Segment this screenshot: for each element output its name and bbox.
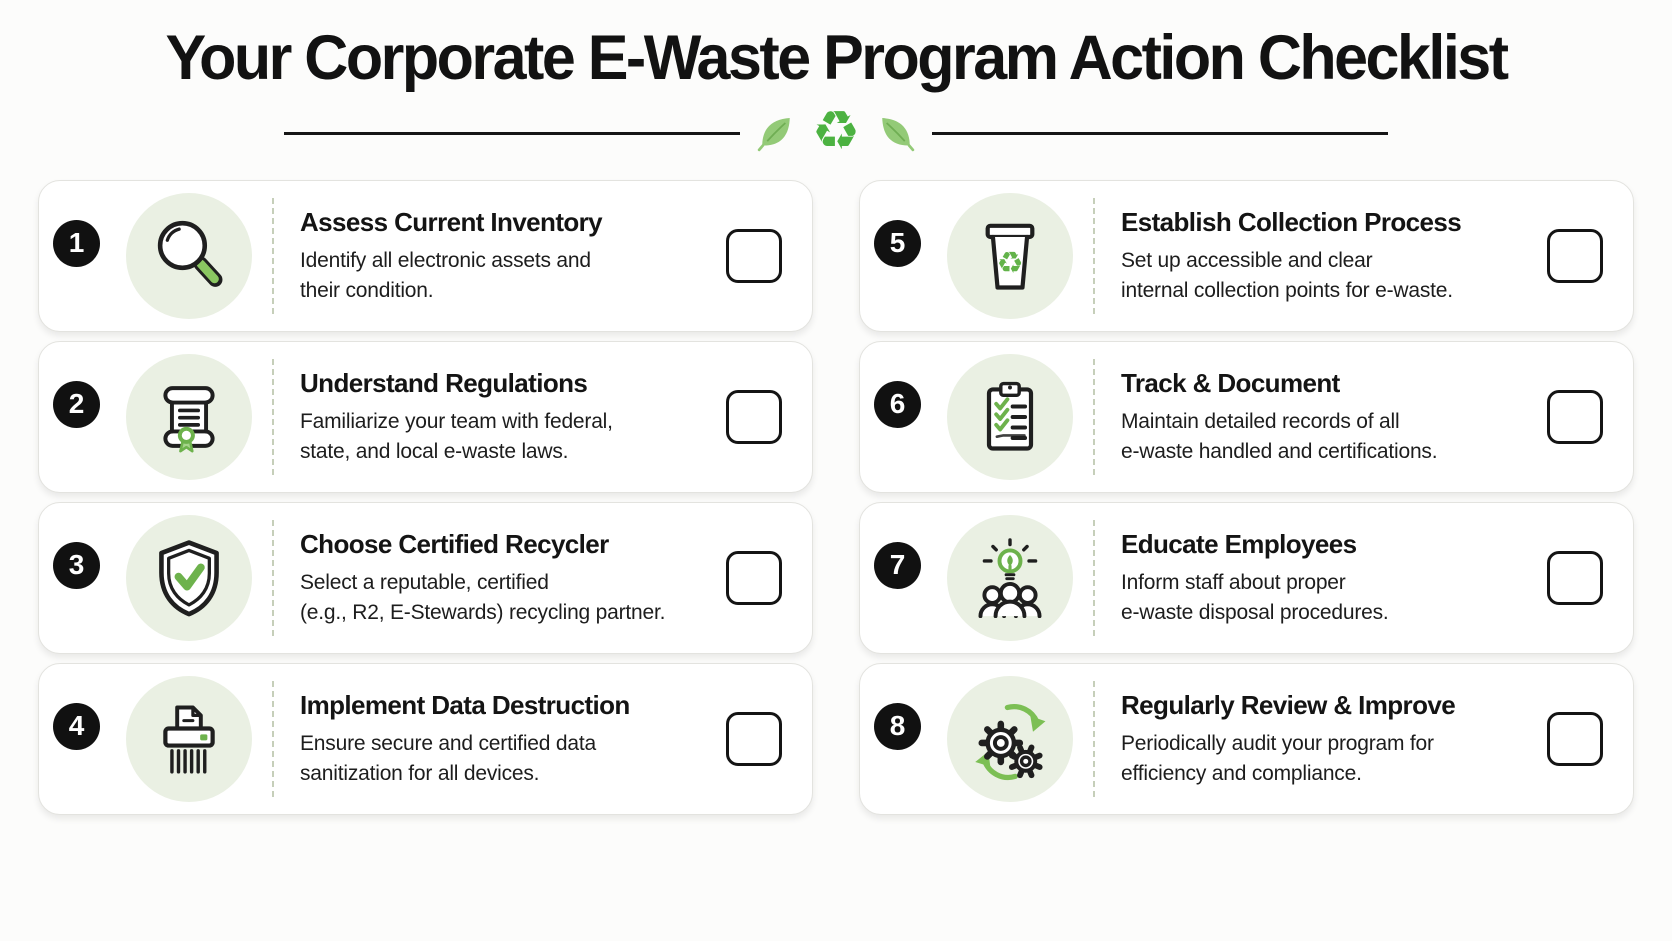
item-title: Assess Current Inventory [300, 206, 603, 237]
description-line: Familiarize your team with federal, [300, 409, 613, 433]
checkbox-item-3[interactable] [726, 551, 782, 605]
item-description [1121, 729, 1537, 789]
description-line: Set up accessible and clear [1121, 248, 1373, 272]
step-number: 8 [889, 710, 906, 741]
dotted-divider [1093, 520, 1095, 636]
checkbox-item-5[interactable] [1547, 229, 1603, 283]
dotted-divider [1093, 198, 1095, 314]
description-line: Inform staff about proper [1121, 570, 1346, 594]
item-description [300, 407, 716, 467]
item-description [300, 729, 716, 789]
dotted-divider [272, 359, 274, 475]
checkbox-item-2[interactable] [726, 390, 782, 444]
description-line: e-waste disposal procedures. [1121, 600, 1389, 624]
item-title: Track & Document [1121, 367, 1340, 398]
item-description [1121, 246, 1537, 306]
item-description [1121, 568, 1537, 628]
description-line: Select a reputable, certified [300, 570, 549, 594]
description-line: e-waste handled and certifications. [1121, 439, 1438, 463]
checklist-card-4 [38, 663, 813, 815]
checklist-card-6 [859, 341, 1634, 493]
description-line: sanitization for all devices. [300, 761, 540, 785]
description-line: Maintain detailed records of all [1121, 409, 1400, 433]
dotted-divider [272, 520, 274, 636]
step-number: 1 [68, 227, 85, 258]
checklist-card-1 [38, 180, 813, 332]
checklist-column-right [859, 180, 1634, 815]
clipboard-checklist-icon [947, 354, 1073, 480]
step-number-badge [53, 542, 100, 589]
svg-text:♻: ♻ [996, 246, 1024, 282]
item-title: Understand Regulations [300, 367, 588, 398]
leaf-icon [756, 113, 796, 153]
checklist-card-5 [859, 180, 1634, 332]
header [0, 0, 1672, 164]
checkbox-item-7[interactable] [1547, 551, 1603, 605]
item-description [300, 568, 716, 628]
description-line: efficiency and compliance. [1121, 761, 1362, 785]
checkbox-item-6[interactable] [1547, 390, 1603, 444]
checklist-column-left [38, 180, 813, 815]
checkbox-item-1[interactable] [726, 229, 782, 283]
checklist-card-8 [859, 663, 1634, 815]
item-title: Implement Data Destruction [300, 689, 630, 720]
checkbox-item-4[interactable] [726, 712, 782, 766]
step-number: 7 [889, 549, 906, 580]
description-line: Periodically audit your program for [1121, 731, 1434, 755]
page-title: Your Corporate E-Waste Program Action Checklist [165, 21, 1507, 93]
divider-line-left [284, 132, 740, 135]
leaf-icon [876, 113, 916, 153]
divider-line-right [932, 132, 1388, 135]
shredder-icon [126, 676, 252, 802]
description-line: state, and local e-waste laws. [300, 439, 569, 463]
step-number-badge [53, 703, 100, 750]
step-number-badge [874, 381, 921, 428]
shield-check-icon [126, 515, 252, 641]
step-number-badge [874, 703, 921, 750]
dotted-divider [272, 681, 274, 797]
item-description [1121, 407, 1537, 467]
checkbox-item-8[interactable] [1547, 712, 1603, 766]
dotted-divider [272, 198, 274, 314]
item-description [300, 246, 716, 306]
header-decoration [0, 99, 1672, 164]
item-title: Regularly Review & Improve [1121, 689, 1456, 720]
step-number: 5 [889, 227, 906, 258]
step-number-badge [874, 542, 921, 589]
checklist-grid [0, 180, 1672, 815]
item-title: Educate Employees [1121, 528, 1357, 559]
dotted-divider [1093, 359, 1095, 475]
step-number-badge [53, 220, 100, 267]
item-title: Choose Certified Recycler [300, 528, 609, 559]
scroll-certificate-icon [126, 354, 252, 480]
description-line: internal collection points for e-waste. [1121, 278, 1453, 302]
checklist-card-3 [38, 502, 813, 654]
step-number: 6 [889, 388, 906, 419]
magnifier-icon [126, 193, 252, 319]
description-line: (e.g., R2, E-Stewards) recycling partner. [300, 600, 666, 624]
description-line: Ensure secure and certified data [300, 731, 596, 755]
description-line: their condition. [300, 278, 434, 302]
dotted-divider [1093, 681, 1095, 797]
item-title: Establish Collection Process [1121, 206, 1462, 237]
recycle-bin-icon [947, 193, 1073, 319]
recycle-icon: ♻ [811, 99, 861, 162]
step-number: 3 [68, 549, 85, 580]
step-number-badge [53, 381, 100, 428]
step-number: 4 [68, 710, 85, 741]
description-line: Identify all electronic assets and [300, 248, 591, 272]
employees-lightbulb-icon [947, 515, 1073, 641]
step-number-badge [874, 220, 921, 267]
checklist-card-2 [38, 341, 813, 493]
gears-cycle-icon [947, 676, 1073, 802]
step-number: 2 [68, 388, 85, 419]
checklist-card-7 [859, 502, 1634, 654]
